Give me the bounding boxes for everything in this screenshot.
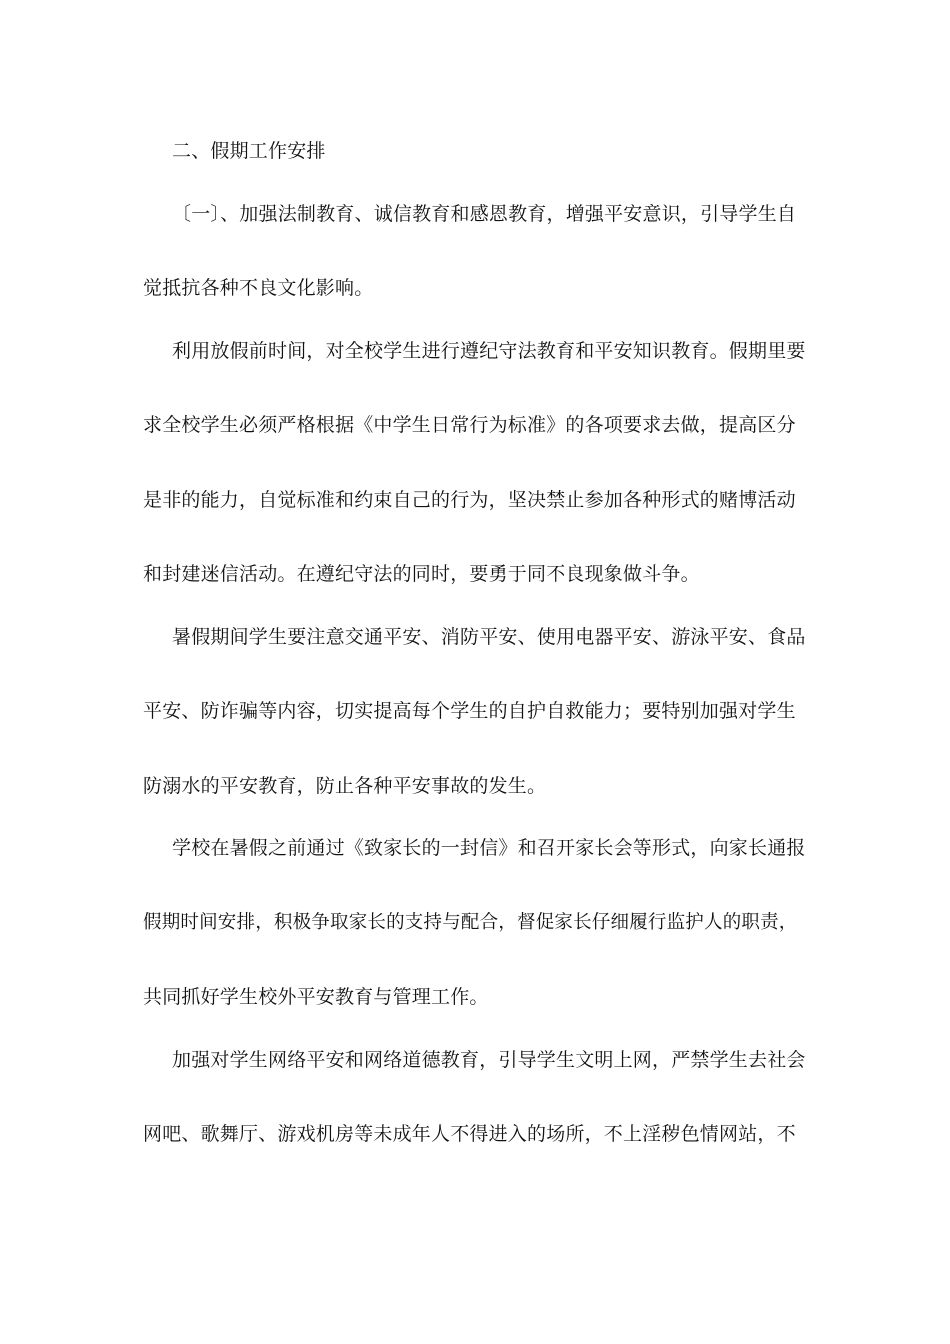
paragraph-line: 假期时间安排，积极争取家长的支持与配合，督促家长仔细履行监护人的职责，	[143, 912, 798, 933]
paragraph-line: 和封建迷信活动。在遵纪守法的同时，要勇于同不良现象做斗争。	[143, 563, 700, 585]
paragraph-line: 〔一〕、加强法制教育、诚信教育和感恩教育，增强平安意识，引导学生自	[172, 203, 797, 225]
paragraph-line: 平安、防诈骗等内容，切实提高每个学生的自护自救能力；要特别加强对学生	[143, 700, 796, 722]
paragraph-line: 网吧、歌舞厅、游戏机房等未成年人不得进入的场所，不上淫秽色情网站，不	[143, 1123, 796, 1145]
paragraph-line: 暑假期间学生要注意交通平安、消防平安、使用电器平安、游泳平安、食品	[172, 626, 806, 648]
paragraph-line: 利用放假前时间，对全校学生进行遵纪守法教育和平安知识教育。假期里要	[172, 340, 806, 362]
paragraph-line: 学校在暑假之前通过《致家长的一封信》和召开家长会等形式，向家长通报	[172, 837, 806, 859]
paragraph-line: 加强对学生网络平安和网络道德教育，引导学生文明上网，严禁学生去社会	[172, 1049, 806, 1071]
paragraph-line: 是非的能力，自觉标准和约束自己的行为，坚决禁止参加各种形式的赌博活动	[143, 489, 796, 511]
paragraph-line: 共同抓好学生校外平安教育与管理工作。	[143, 986, 489, 1008]
section-heading: 二、假期工作安排	[172, 140, 326, 162]
paragraph-line: 觉抵抗各种不良文化影响。	[143, 277, 374, 299]
paragraph-line: 求全校学生必须严格根据《中学生日常行为标准》的各项要求去做，提高区分	[143, 414, 796, 436]
paragraph-line: 防溺水的平安教育，防止各种平安事故的发生。	[143, 775, 547, 797]
